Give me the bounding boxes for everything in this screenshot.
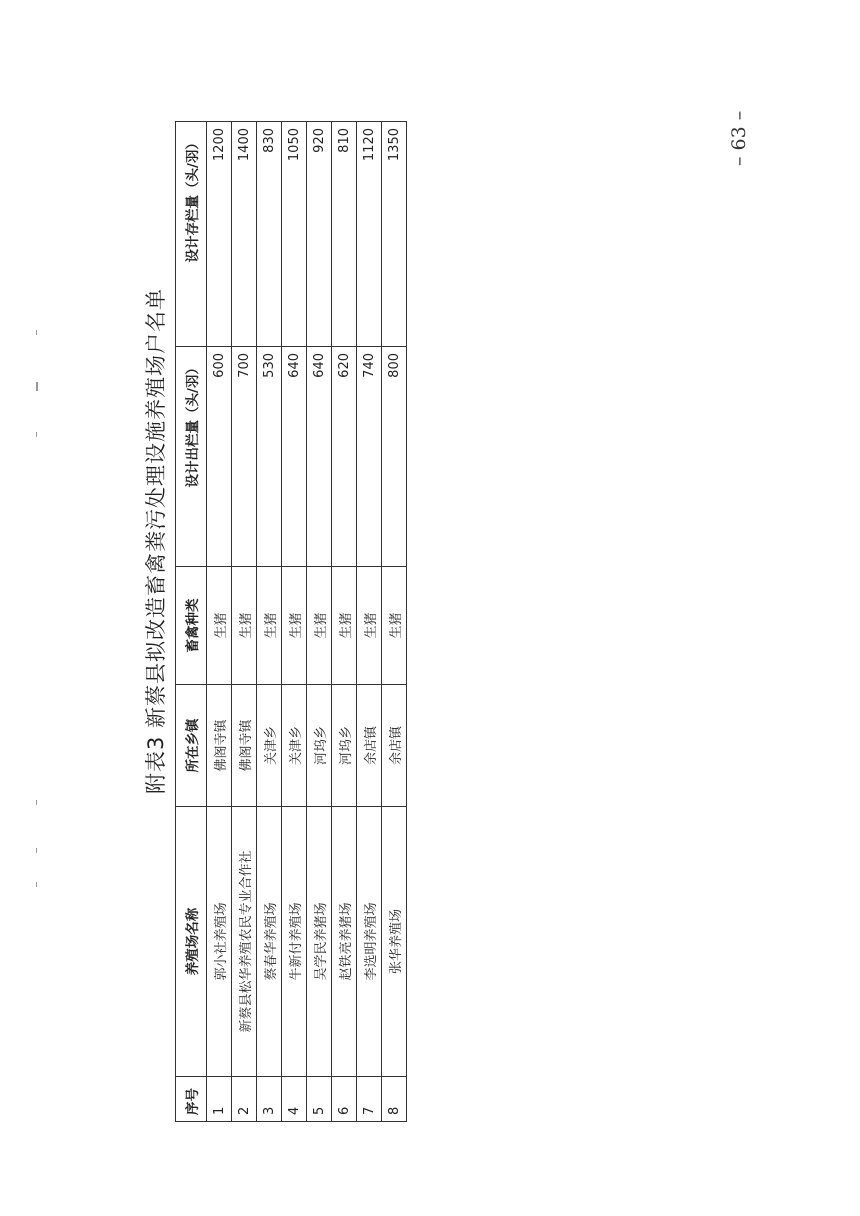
table-row bbox=[307, 122, 332, 1122]
cell-name: 郭小社养殖场 bbox=[207, 807, 232, 1077]
cell-stock: 920 bbox=[307, 122, 332, 347]
cell-stock: 1400 bbox=[232, 122, 257, 347]
cell-name: 张华养殖场 bbox=[382, 807, 407, 1077]
scan-mark bbox=[36, 382, 38, 391]
cell-output: 640 bbox=[282, 347, 307, 567]
cell-kind: 生猪 bbox=[257, 567, 282, 685]
cell-town: 佛阁寺镇 bbox=[232, 685, 257, 807]
cell-kind: 生猪 bbox=[357, 567, 382, 685]
scan-mark bbox=[36, 882, 37, 887]
cell-name: 蔡春华养殖场 bbox=[257, 807, 282, 1077]
cell-name: 吴学民养猪场 bbox=[307, 807, 332, 1077]
farm-table bbox=[175, 121, 407, 1122]
cell-output: 600 bbox=[207, 347, 232, 567]
cell-town: 关津乡 bbox=[282, 685, 307, 807]
cell-output: 530 bbox=[257, 347, 282, 567]
table-row bbox=[382, 122, 407, 1122]
table-row bbox=[282, 122, 307, 1122]
cell-town: 河坞乡 bbox=[307, 685, 332, 807]
cell-stock: 810 bbox=[332, 122, 357, 347]
scan-mark bbox=[36, 800, 37, 805]
cell-town: 余店镇 bbox=[357, 685, 382, 807]
cell-kind: 生猪 bbox=[307, 567, 332, 685]
header-town: 所在乡镇 bbox=[176, 685, 207, 807]
cell-seq: 7 bbox=[357, 1077, 382, 1122]
cell-seq: 1 bbox=[207, 1077, 232, 1122]
header-output: 设计出栏量（头/羽） bbox=[176, 347, 207, 567]
cell-kind: 生猪 bbox=[282, 567, 307, 685]
scan-mark bbox=[36, 432, 37, 437]
cell-output: 740 bbox=[357, 347, 382, 567]
cell-output: 800 bbox=[382, 347, 407, 567]
cell-stock: 1050 bbox=[282, 122, 307, 347]
cell-seq: 8 bbox=[382, 1077, 407, 1122]
cell-town: 关津乡 bbox=[257, 685, 282, 807]
table-caption: 附表3 新蔡县拟改造畜禽粪污处理设施养殖场户名单 bbox=[144, 287, 168, 795]
cell-kind: 生猪 bbox=[207, 567, 232, 685]
cell-kind: 生猪 bbox=[232, 567, 257, 685]
cell-seq: 3 bbox=[257, 1077, 282, 1122]
cell-stock: 830 bbox=[257, 122, 282, 347]
cell-town: 余店镇 bbox=[382, 685, 407, 807]
table-row bbox=[332, 122, 357, 1122]
table-row bbox=[257, 122, 282, 1122]
cell-name: 赵铁亮养猪场 bbox=[332, 807, 357, 1077]
scan-mark bbox=[36, 330, 37, 335]
cell-town: 佛阁寺镇 bbox=[207, 685, 232, 807]
cell-output: 620 bbox=[332, 347, 357, 567]
table-row bbox=[357, 122, 382, 1122]
cell-kind: 生猪 bbox=[332, 567, 357, 685]
cell-output: 700 bbox=[232, 347, 257, 567]
cell-seq: 6 bbox=[332, 1077, 357, 1122]
header-name: 养殖场名称 bbox=[176, 807, 207, 1077]
cell-seq: 5 bbox=[307, 1077, 332, 1122]
cell-stock: 1120 bbox=[357, 122, 382, 347]
cell-name: 牛新付养殖场 bbox=[282, 807, 307, 1077]
table-header-row bbox=[176, 122, 207, 1122]
cell-seq: 4 bbox=[282, 1077, 307, 1122]
scan-mark bbox=[36, 848, 37, 853]
cell-name: 李选明养殖场 bbox=[357, 807, 382, 1077]
cell-stock: 1200 bbox=[207, 122, 232, 347]
cell-name: 新蔡县松华养殖农民专业合作社 bbox=[232, 807, 257, 1077]
cell-output: 640 bbox=[307, 347, 332, 567]
cell-town: 河坞乡 bbox=[332, 685, 357, 807]
cell-stock: 1350 bbox=[382, 122, 407, 347]
table-row bbox=[232, 122, 257, 1122]
cell-kind: 生猪 bbox=[382, 567, 407, 685]
header-kind: 畜禽种类 bbox=[176, 567, 207, 685]
cell-seq: 2 bbox=[232, 1077, 257, 1122]
table-row bbox=[207, 122, 232, 1122]
header-stock: 设计存栏量（头/羽） bbox=[176, 122, 207, 347]
header-seq: 序号 bbox=[176, 1077, 207, 1122]
page-number: – 63 – bbox=[728, 110, 750, 166]
